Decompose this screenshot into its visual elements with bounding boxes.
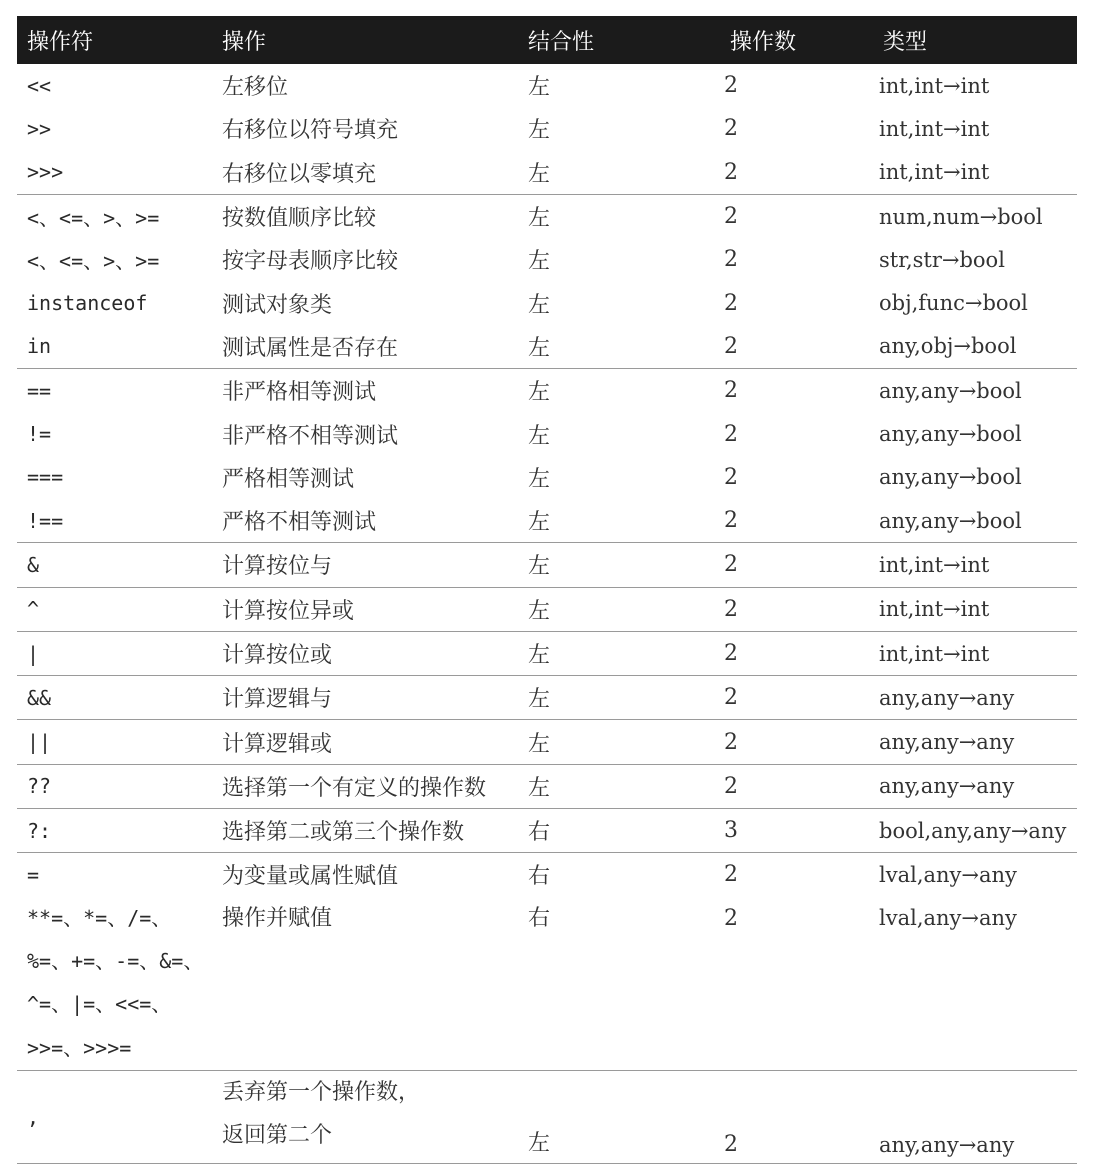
associativity-cell: 左	[528, 380, 551, 406]
type-cell: any,obj→bool	[873, 325, 1077, 369]
operand-count-cell: 2	[720, 543, 873, 587]
operation-cell: 测试对象类	[222, 292, 333, 318]
table-row-assignment	[17, 897, 1077, 1071]
type-cell: any,any→bool	[879, 465, 1022, 490]
operator-cell: &	[17, 543, 212, 587]
operator-cell: ||	[17, 720, 212, 764]
type-cell: int,int→int	[879, 73, 990, 98]
header-type: 类型	[883, 29, 928, 55]
header-associativity: 结合性	[528, 29, 595, 55]
associativity-cell: 左	[528, 466, 551, 492]
operand-count-cell: 2	[724, 204, 738, 230]
operand-count-cell: 2	[724, 421, 738, 447]
table-row	[17, 676, 1077, 720]
header-operand-count: 操作数	[730, 29, 797, 55]
operand-count-cell: 2	[720, 631, 873, 675]
associativity-cell: 左	[518, 631, 720, 675]
table-row	[17, 64, 1077, 107]
operand-count-cell: 2	[720, 325, 873, 369]
table-row	[17, 587, 1077, 631]
associativity-cell: 左	[518, 543, 720, 587]
header-operator: 操作符	[27, 29, 94, 55]
operator-cell: !=	[27, 422, 52, 447]
table-header-row	[17, 16, 1077, 64]
operation-cell: 为变量或属性赋值	[222, 864, 399, 890]
operation-cell: 计算按位或	[212, 631, 518, 675]
type-cell: any,any→any	[873, 764, 1077, 808]
type-cell: any,any→bool	[873, 499, 1077, 543]
operation-cell: 严格相等测试	[222, 466, 355, 492]
operand-count-cell: 2	[720, 151, 873, 195]
operand-count-cell: 2	[724, 290, 738, 316]
type-text: lval,any→any	[879, 905, 1017, 930]
table-row	[17, 809, 1077, 853]
type-cell: int,int→int	[873, 587, 1077, 631]
operand-count-cell: 2	[724, 378, 738, 404]
table-row	[17, 151, 1077, 195]
type-cell: int,int→int	[873, 631, 1077, 675]
associativity-cell: 左	[528, 75, 551, 101]
operator-cell: <、<=、>、>=	[27, 206, 160, 231]
operand-count-cell: 3	[720, 809, 873, 853]
type-cell: any,any→bool	[879, 378, 1022, 403]
associativity-text: 右	[528, 905, 551, 931]
operator-line: **=、*=、/=、	[27, 905, 172, 930]
table-row	[17, 281, 1077, 324]
operand-count-text: 2	[724, 905, 738, 931]
operation-cell: 非严格相等测试	[222, 380, 377, 406]
table-row	[17, 543, 1077, 587]
type-cell: str,str→bool	[879, 247, 1005, 272]
operator-cell: ===	[27, 465, 64, 490]
operand-count-cell: 2	[724, 464, 738, 490]
associativity-cell: 左	[518, 720, 720, 764]
operator-cell: ,	[17, 1070, 212, 1163]
operator-line: %=、+=、-=、&=、	[27, 948, 204, 973]
operator-cell: !==	[17, 499, 212, 543]
associativity-cell: 左	[518, 499, 720, 543]
operation-cell: 右移位以符号填充	[222, 118, 399, 144]
operation-text: 操作并赋值	[222, 905, 333, 931]
operation-line: 丢弃第一个操作数，	[222, 1079, 421, 1105]
table-body	[17, 64, 1077, 1163]
table-row	[17, 369, 1077, 413]
operand-count-cell: 2	[720, 676, 873, 720]
type-cell: any,any→any	[873, 720, 1077, 764]
associativity-cell: 左	[528, 118, 551, 144]
operator-line: ^=、|=、<<=、	[27, 992, 172, 1017]
operation-cell: 左移位	[222, 75, 289, 101]
associativity-cell	[518, 897, 720, 1071]
associativity-cell: 左	[528, 206, 551, 232]
operation-cell: 计算逻辑与	[212, 676, 518, 720]
type-cell: bool,any,any→any	[873, 809, 1077, 853]
associativity-cell: 左	[518, 151, 720, 195]
table-row	[17, 238, 1077, 281]
operand-count-cell: 2	[724, 862, 738, 888]
type-cell: lval,any→any	[879, 862, 1017, 887]
associativity-cell: 左	[528, 423, 551, 449]
associativity-cell: 左	[518, 676, 720, 720]
operation-line: 返回第二个	[222, 1122, 333, 1148]
operand-count-cell: 2	[720, 499, 873, 543]
table-row	[17, 107, 1077, 150]
operator-table	[17, 16, 1077, 1164]
operator-cell: instanceof	[27, 291, 148, 316]
operation-cell: 非严格不相等测试	[222, 423, 399, 449]
type-cell: any,any→any	[873, 676, 1077, 720]
operation-cell: 计算按位异或	[212, 587, 518, 631]
operator-cell: <、<=、>、>=	[27, 249, 160, 274]
operator-cell: >>	[27, 116, 52, 141]
type-cell: int,int→int	[879, 116, 990, 141]
table-row	[17, 325, 1077, 369]
operator-cell	[17, 897, 212, 1071]
associativity-cell: 左	[518, 1070, 720, 1163]
table-row	[17, 499, 1077, 543]
operation-cell: 严格不相等测试	[212, 499, 518, 543]
operator-cell: ^	[17, 587, 212, 631]
operation-cell: 测试属性是否存在	[212, 325, 518, 369]
operand-count-cell: 2	[724, 73, 738, 99]
associativity-cell: 左	[518, 764, 720, 808]
table-row	[17, 631, 1077, 675]
table-row	[17, 720, 1077, 764]
operation-cell: 选择第二或第三个操作数	[212, 809, 518, 853]
operation-cell: 按字母表顺序比较	[222, 249, 399, 275]
associativity-cell: 左	[518, 587, 720, 631]
operation-cell: 右移位以零填充	[212, 151, 518, 195]
associativity-cell: 右	[518, 809, 720, 853]
operand-count-cell: 2	[720, 720, 873, 764]
operation-cell: 选择第一个有定义的操作数	[212, 764, 518, 808]
operator-cell: >>>	[17, 151, 212, 195]
operator-cell: in	[17, 325, 212, 369]
operation-cell: 计算逻辑或	[212, 720, 518, 764]
operator-cell: ??	[17, 764, 212, 808]
table-row-comma	[17, 1070, 1077, 1163]
type-cell	[873, 897, 1077, 1071]
operand-count-cell: 2	[720, 1070, 873, 1163]
operand-count-cell: 2	[720, 587, 873, 631]
operator-line: >>=、>>>=	[27, 1035, 132, 1060]
header-operation: 操作	[222, 29, 267, 55]
type-cell: obj,func→bool	[879, 291, 1028, 316]
associativity-cell: 左	[528, 249, 551, 275]
type-cell: any,any→any	[873, 1070, 1077, 1163]
operation-cell	[212, 897, 518, 1071]
operand-count-cell: 2	[720, 764, 873, 808]
table-row	[17, 412, 1077, 455]
type-cell: int,int→int	[873, 543, 1077, 587]
operand-count-cell: 2	[724, 247, 738, 273]
type-cell: any,any→bool	[879, 422, 1022, 447]
operation-cell: 按数值顺序比较	[222, 206, 377, 232]
operation-cell	[212, 1070, 518, 1163]
operator-cell: ?:	[17, 809, 212, 853]
operator-cell: &&	[17, 676, 212, 720]
operator-cell: =	[27, 862, 40, 887]
associativity-cell: 左	[528, 292, 551, 318]
operator-cell: |	[17, 631, 212, 675]
table-row	[17, 194, 1077, 238]
table-row	[17, 853, 1077, 897]
associativity-cell: 左	[518, 325, 720, 369]
type-cell: int,int→int	[873, 151, 1077, 195]
operator-cell: <<	[27, 73, 52, 98]
operator-cell: ==	[27, 378, 52, 403]
operation-cell: 计算按位与	[212, 543, 518, 587]
associativity-cell: 右	[528, 864, 551, 890]
operand-count-cell	[720, 897, 873, 1071]
table-row	[17, 456, 1077, 499]
table-row	[17, 764, 1077, 808]
operand-count-cell: 2	[724, 116, 738, 142]
type-cell: num,num→bool	[879, 204, 1043, 229]
